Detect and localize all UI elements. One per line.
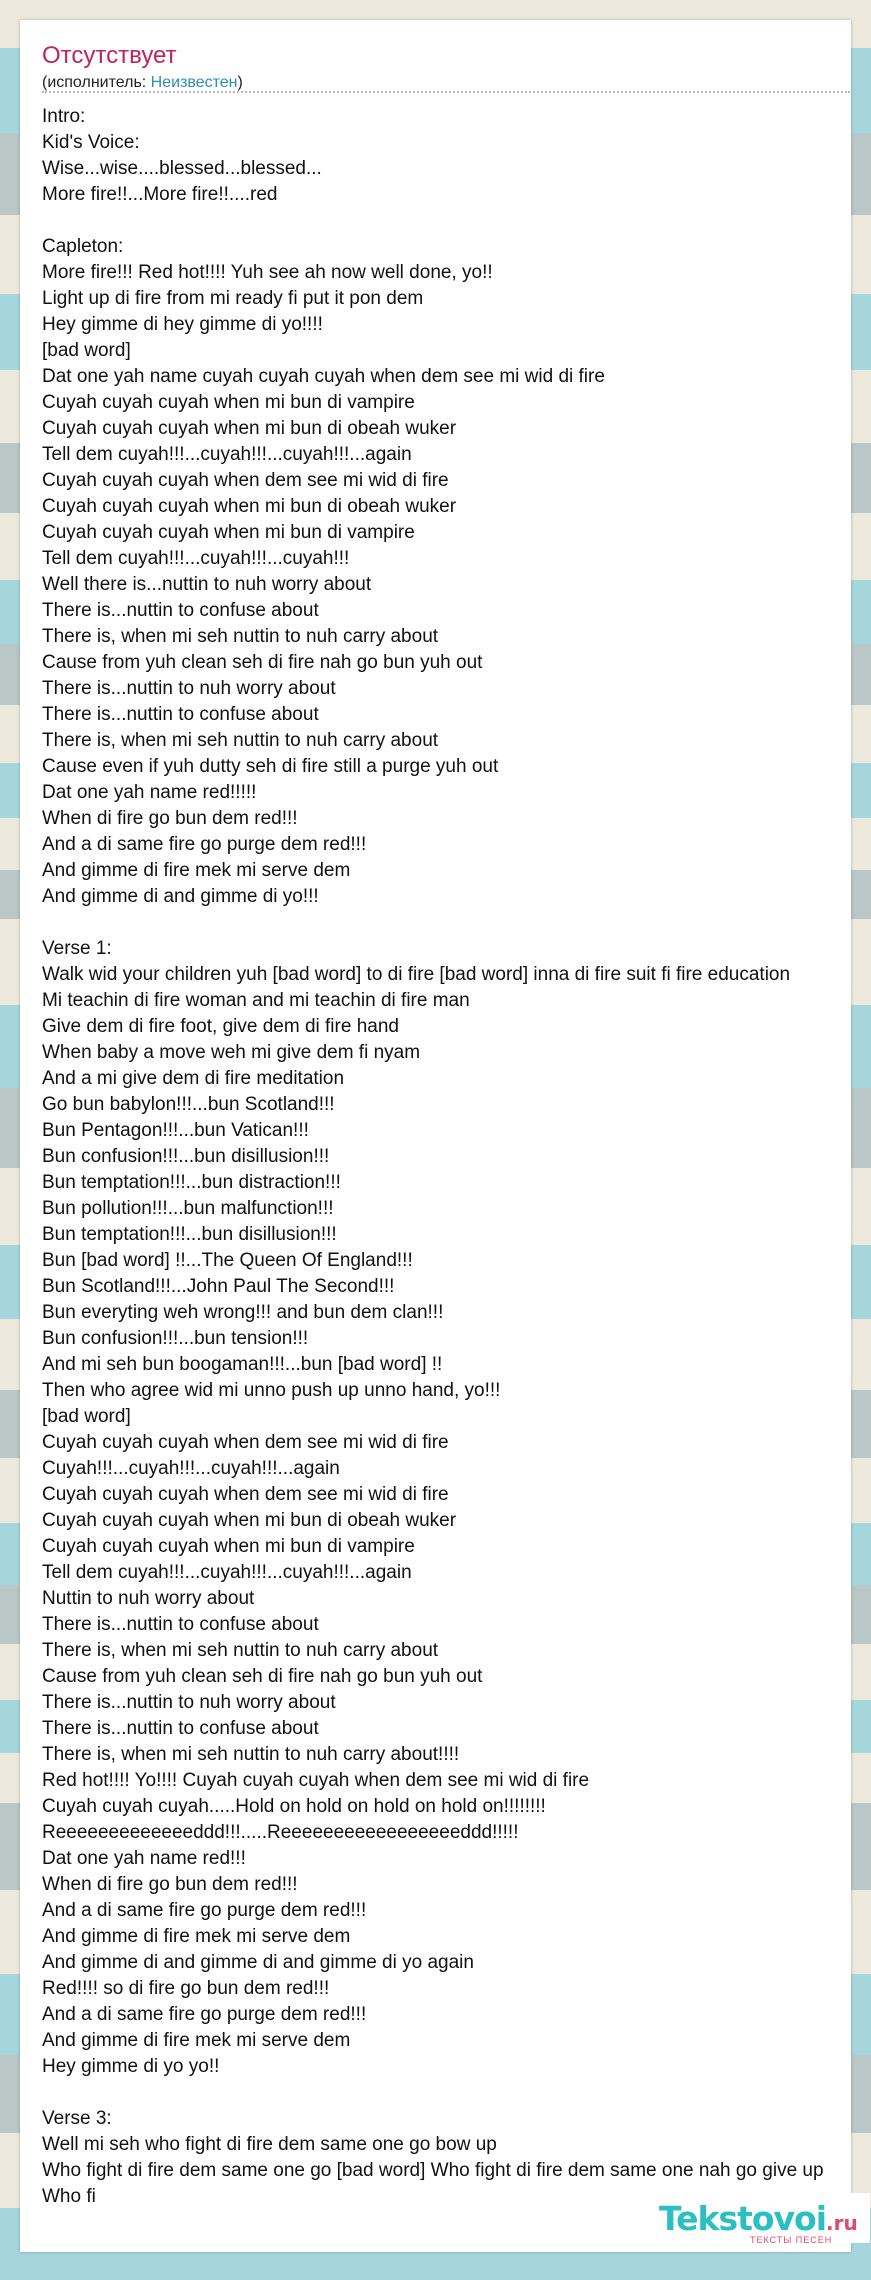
lyrics-line: More fire!!! Red hot!!!! Yuh see ah now well done, yo!! xyxy=(42,262,493,283)
lyrics-line: Then who agree wid mi unno push up unno hand, yo!!! xyxy=(42,1380,501,1401)
lyrics-line xyxy=(42,208,862,234)
lyrics-line: There is...nuttin to confuse about xyxy=(42,1718,319,1739)
lyrics-line: Cause from yuh clean seh di fire nah go bun yuh out xyxy=(42,652,483,673)
site-logo[interactable] xyxy=(640,2193,870,2243)
artist-link[interactable]: Неизвестен xyxy=(150,74,238,91)
lyrics-line: When di fire go bun dem red!!! xyxy=(42,1874,298,1895)
lyrics-line: And a di same fire go purge dem red!!! xyxy=(42,1900,367,1921)
lyrics-line: Bun confusion!!!...bun tension!!! xyxy=(42,1328,309,1349)
lyrics-line: More fire!!...More fire!!....red xyxy=(42,184,278,205)
lyrics-line: And gimme di and gimme di yo!!! xyxy=(42,886,319,907)
lyrics-line: Reeeeeeeeeeeeeddd!!!.....Reeeeeeeeeeeeeeeeeddd!!!!! xyxy=(42,1822,519,1843)
lyrics-line: Cuyah cuyah cuyah when mi bun di obeah wuker xyxy=(42,496,457,517)
lyrics-line: Hey gimme di yo yo!! xyxy=(42,2056,220,2077)
lyrics-line: Cuyah!!!...cuyah!!!...cuyah!!!...again xyxy=(42,1458,340,1479)
logo-name: Tekstovoi xyxy=(659,2199,827,2238)
lyrics-line: And a di same fire go purge dem red!!! xyxy=(42,834,367,855)
artist-suffix: ) xyxy=(237,74,243,91)
lyrics-line: There is, when mi seh nuttin to nuh carry about xyxy=(42,626,439,647)
lyrics-line: Nuttin to nuh worry about xyxy=(42,1588,255,1609)
lyrics-line: Cuyah cuyah cuyah.....Hold on hold on hold on hold on!!!!!!!! xyxy=(42,1796,546,1817)
logo-tagline: ТЕКСТЫ ПЕСЕН xyxy=(750,2235,833,2245)
lyrics-line: Cuyah cuyah cuyah when mi bun di vampire xyxy=(42,1536,415,1557)
lyrics-line: Intro: xyxy=(42,106,86,127)
lyrics-line: Cuyah cuyah cuyah when mi bun di vampire xyxy=(42,392,415,413)
lyrics-line: Tell dem cuyah!!!...cuyah!!!...cuyah!!! xyxy=(42,548,350,569)
lyrics-line: Go bun babylon!!!...bun Scotland!!! xyxy=(42,1094,335,1115)
lyrics-line: There is...nuttin to nuh worry about xyxy=(42,1692,336,1713)
header-divider xyxy=(42,91,850,93)
lyrics-line: Cuyah cuyah cuyah when mi bun di vampire xyxy=(42,522,415,543)
lyrics-line: When baby a move weh mi give dem fi nyam xyxy=(42,1042,421,1063)
lyrics-line: And a di same fire go purge dem red!!! xyxy=(42,2004,367,2025)
lyrics-line: Bun pollution!!!...bun malfunction!!! xyxy=(42,1198,334,1219)
song-title: Отсутствует xyxy=(42,42,177,69)
lyrics-line: Dat one yah name red!!!!! xyxy=(42,782,257,803)
lyrics-text xyxy=(42,104,862,2210)
lyrics-line: Dat one yah name cuyah cuyah cuyah when dem see mi wid di fire xyxy=(42,366,605,387)
lyrics-line xyxy=(42,2080,862,2106)
lyrics-line: Capleton: xyxy=(42,236,124,257)
lyrics-line: Dat one yah name red!!! xyxy=(42,1848,246,1869)
lyrics-line: Bun everyting weh wrong!!! and bun dem clan!!! xyxy=(42,1302,444,1323)
lyrics-line: Mi teachin di fire woman and mi teachin di fire man xyxy=(42,990,470,1011)
lyrics-line: Walk wid your children yuh [bad word] to di fire [bad word] inna di fire suit fi fire education xyxy=(42,964,791,985)
lyrics-line: Well there is...nuttin to nuh worry about xyxy=(42,574,372,595)
lyrics-line: Cuyah cuyah cuyah when dem see mi wid di fire xyxy=(42,470,449,491)
lyrics-line: Cause even if yuh dutty seh di fire still a purge yuh out xyxy=(42,756,499,777)
lyrics-line xyxy=(42,910,862,936)
lyrics-line: And mi seh bun boogaman!!!...bun [bad word] !! xyxy=(42,1354,443,1375)
lyrics-line: And a mi give dem di fire meditation xyxy=(42,1068,345,1089)
lyrics-line: [bad word] xyxy=(42,1406,131,1427)
lyrics-line: There is...nuttin to confuse about xyxy=(42,1614,319,1635)
lyrics-line: Well mi seh who fight di fire dem same one go bow up xyxy=(42,2134,497,2155)
lyrics-line: Red!!!! so di fire go bun dem red!!! xyxy=(42,1978,330,1999)
lyrics-line: And gimme di fire mek mi serve dem xyxy=(42,2030,351,2051)
lyrics-line: There is, when mi seh nuttin to nuh carry about!!!! xyxy=(42,1744,460,1765)
lyrics-line: And gimme di and gimme di and gimme di yo again xyxy=(42,1952,474,1973)
lyrics-line: Verse 1: xyxy=(42,938,112,959)
lyrics-line: Bun temptation!!!...bun disillusion!!! xyxy=(42,1224,337,1245)
lyrics-line: Hey gimme di hey gimme di yo!!!! xyxy=(42,314,323,335)
artist-line xyxy=(42,74,243,92)
lyrics-line: And gimme di fire mek mi serve dem xyxy=(42,1926,351,1947)
lyrics-line: Give dem di fire foot, give dem di fire hand xyxy=(42,1016,399,1037)
lyrics-line: Cause from yuh clean seh di fire nah go bun yuh out xyxy=(42,1666,483,1687)
lyrics-line: When di fire go bun dem red!!! xyxy=(42,808,298,829)
lyrics-line: There is...nuttin to nuh worry about xyxy=(42,678,336,699)
logo-wordmark xyxy=(659,2199,858,2238)
lyrics-line: Who fi xyxy=(42,2186,96,2207)
lyrics-line: Who fight di fire dem same one go [bad word] Who fight di fire dem same one nah go give up xyxy=(42,2160,824,2181)
lyrics-line: There is...nuttin to confuse about xyxy=(42,704,319,725)
lyrics-line: Verse 3: xyxy=(42,2108,112,2129)
lyrics-line: Wise...wise....blessed...blessed... xyxy=(42,158,322,179)
lyrics-page xyxy=(20,20,858,2252)
lyrics-line: Tell dem cuyah!!!...cuyah!!!...cuyah!!!...again xyxy=(42,1562,412,1583)
artist-prefix: (исполнитель: xyxy=(42,74,151,91)
lyrics-line: Tell dem cuyah!!!...cuyah!!!...cuyah!!!...again xyxy=(42,444,412,465)
lyrics-line: There is, when mi seh nuttin to nuh carry about xyxy=(42,730,439,751)
lyrics-line: And gimme di fire mek mi serve dem xyxy=(42,860,351,881)
lyrics-line: Bun temptation!!!...bun distraction!!! xyxy=(42,1172,341,1193)
lyrics-line: Bun [bad word] !!...The Queen Of England!!! xyxy=(42,1250,413,1271)
lyrics-line: Bun Pentagon!!!...bun Vatican!!! xyxy=(42,1120,309,1141)
lyrics-line: Cuyah cuyah cuyah when mi bun di obeah wuker xyxy=(42,1510,457,1531)
lyrics-line: Red hot!!!! Yo!!!! Cuyah cuyah cuyah when dem see mi wid di fire xyxy=(42,1770,590,1791)
lyrics-line: Bun Scotland!!!...John Paul The Second!!! xyxy=(42,1276,395,1297)
lyrics-line: There is, when mi seh nuttin to nuh carry about xyxy=(42,1640,439,1661)
lyrics-line: Light up di fire from mi ready fi put it pon dem xyxy=(42,288,424,309)
lyrics-line: Cuyah cuyah cuyah when dem see mi wid di fire xyxy=(42,1432,449,1453)
lyrics-line: Bun confusion!!!...bun disillusion!!! xyxy=(42,1146,330,1167)
lyrics-line: [bad word] xyxy=(42,340,131,361)
logo-tld: .ru xyxy=(826,2211,858,2235)
lyrics-line: Cuyah cuyah cuyah when mi bun di obeah wuker xyxy=(42,418,457,439)
lyrics-line: Cuyah cuyah cuyah when dem see mi wid di fire xyxy=(42,1484,449,1505)
lyrics-line: Kid's Voice: xyxy=(42,132,140,153)
lyrics-line: There is...nuttin to confuse about xyxy=(42,600,319,621)
